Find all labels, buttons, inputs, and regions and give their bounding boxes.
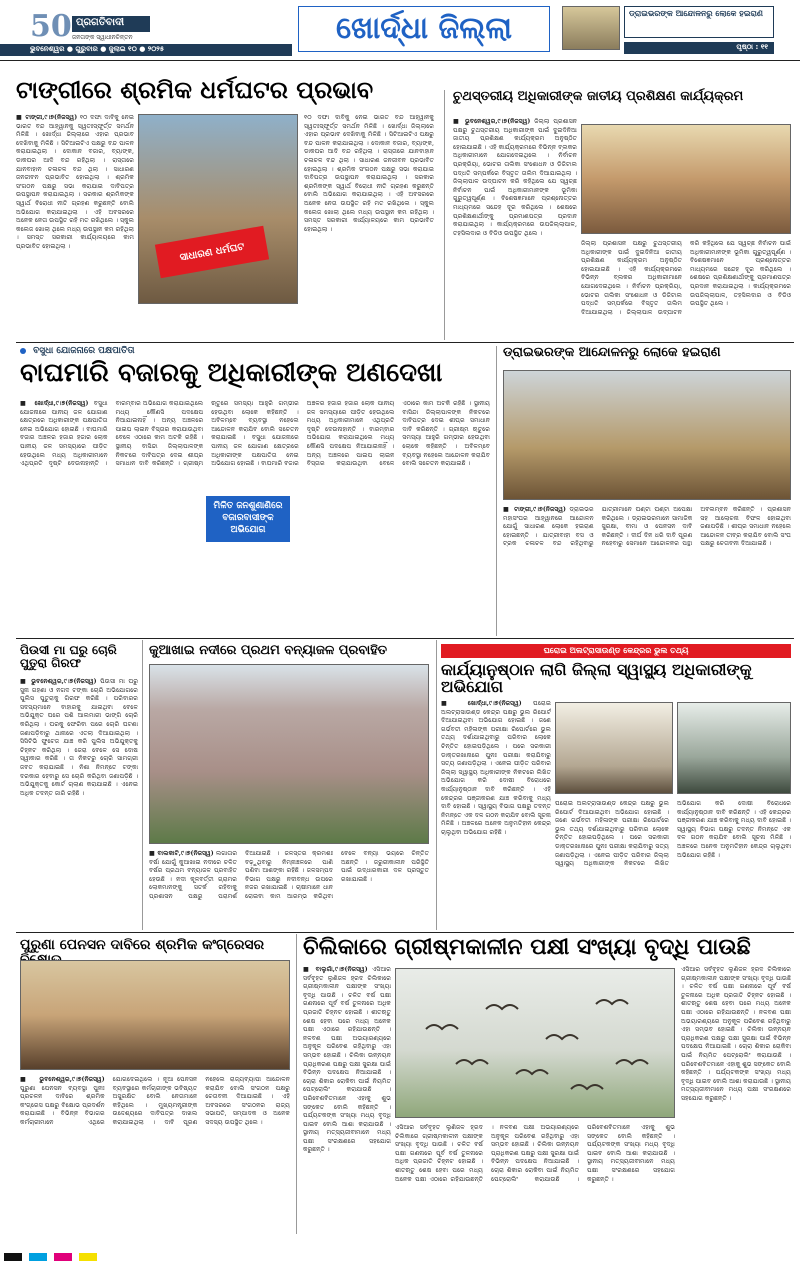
story-body-continued <box>581 240 791 334</box>
dateline: ■ ଭୁବନେଶ୍ୱର,୯।୭(ନିଜସ୍ୱ) <box>453 118 531 125</box>
story-body <box>441 700 551 926</box>
headline: ପିଉସୀ ମା ଘରୁ ଚୋରି ପୁତୁରା ଗିରଫ <box>20 643 117 670</box>
story-body-continued <box>555 800 791 926</box>
body-text: ଡ୍ରାଇଭର ମହାସଂଘର ଆହ୍ୱାନରେ ଆନ୍ଦୋଳନ ଯୋଗୁଁ ସାଧାରଣ ଲୋକେ ହଇରାଣ ହୋଇଛନ୍ତି । ଯାତ୍ରୀବାହୀ ବସ ଓ ଟ୍ରକ ଚଳାଚଳ ବନ୍ଦ ରହିଥିବାରୁ ଯାତ୍ରୀମାନେ ଘଣ୍ଟା ଘଣ୍ଟା ଅପେକ୍ଷା କରିଥିଲେ । ଡ୍ରାଇଭରମାନେ ସାମାଜିକ ସୁରକ୍ଷା, ବୀମା ଓ ପେନସନ ଦାବି କରିଛନ୍ତି । ଦୀର୍ଘ ଦିନ ଧରି ଦାବି ପୂରଣ ନହେବାରୁ ସେମାନେ ଆନ୍ଦୋଳନର ପନ୍ଥା ଅବଲମ୍ବନ କରିଛନ୍ତି । ପ୍ରଶାସନ ସହ ଆଲୋଚନା ବିଫଳ ହୋଇଥିବା ଜଣାପଡ଼ିଛି । ଶୀଘ୍ର ସମାଧାନ ନହେଲେ ଆନ୍ଦୋଳନ ତୀବ୍ର କରାଯିବ ବୋଲି ସଂଘ ପକ୍ଷରୁ ଚେତାବନୀ ଦିଆଯାଇଛି । <box>503 506 791 548</box>
story-kuakhai-flood <box>142 640 432 930</box>
paper-name-badge <box>72 16 150 32</box>
section-title: ଖୋର୍ଦ୍ଧା ଜିଲ୍ଲା <box>335 11 512 46</box>
story-body <box>20 678 138 928</box>
story-body <box>149 850 429 926</box>
body-text-continued: ବସୁଧା ଯୋଜନାରେ ପାନୀୟ ଜଳ ଯୋଗାଣ କ୍ଷେତ୍ରରେ ଅଧିକାରୀଙ୍କ ପକ୍ଷପାତିତା ନେଇ ଅଭିଯୋଗ ହୋଇଛି । ବାଘମାରି ବଜାର ଅଞ୍ଚଳର ହଜାର ହଜାର ଲୋକ ପାନୀୟ ଜଳ ସମସ୍ୟାରେ ପୀଡ଼ିତ ହେଉଥିଲେ ମଧ୍ୟ ଅଧିକାରୀମାନେ ଏଥିପ୍ରତି ଦୃଷ୍ଟି ଦେଉନାହାନ୍ତି । ବାରମ୍ବାର ଅଭିଯୋଗ କରାଯାଇଥିଲେ ମଧ୍ୟ କୌଣସି ପଦକ୍ଷେପ ନିଆଯାଇନାହିଁ । ଅନ୍ୟ ଅଞ୍ଚଳରେ ପାଇପ ଲାଇନ ବିସ୍ତାର କରାଯାଉଥିବା ବେଳେ ଏଠାରେ କାମ ଅଟକି ରହିଛି । ସ୍ଥାନୀୟ ବାସିନ୍ଦା ଜିଲ୍ଲାପାଳଙ୍କ ନିକଟରେ ଦାବିପତ୍ର ଦେଇ ଶୀଘ୍ର ସମାଧାନ ଦାବି କରିଛନ୍ତି । ଗ୍ରୀଷ୍ମ ଋତୁରେ ସମସ୍ୟା ଆହୁରି ଗମ୍ଭୀର ହେଉଥିବା ଲୋକେ କହିଛନ୍ତି । ଅବିଳମ୍ବେ ବ୍ୟବସ୍ଥା ନହେଲେ ଆନ୍ଦୋଳନ କରାଯିବ ବୋଲି ସଚେତନ କରାଯାଇଛି । <box>211 400 490 468</box>
kicker-bar <box>441 644 791 658</box>
masthead-rule <box>0 60 800 61</box>
driver-protest-photo <box>503 370 791 500</box>
body-text-right: ଏସିଆର ସର୍ବବୃହତ ଲୁଣିଜଳ ହ୍ରଦ ଚିଲିକାରେ ଗ୍ରୀଷ୍ମକାଳୀନ ପକ୍ଷୀଙ୍କ ସଂଖ୍ୟା ବୃଦ୍ଧି ପାଉଛି । ଚଳିତ ବର୍ଷ ପକ୍ଷୀ ଗଣନାରେ ପୂର୍ବ ବର୍ଷ ତୁଳନାରେ ଅଧିକ ପ୍ରଜାତି ଚିହ୍ନଟ ହୋଇଛି । ଶୀତଋତୁ ଶେଷ ହେବା ପରେ ମଧ୍ୟ ଅନେକ ପକ୍ଷୀ ଏଠାରେ ରହିଯାଉଛନ୍ତି । ନଳବଣ ପକ୍ଷୀ ଅଭୟାରଣ୍ୟରେ ଅନୁକୂଳ ପରିବେଶ ରହିଥିବାରୁ ଏହା ସମ୍ଭବ ହୋଇଛି । ଚିଲିକା ଉନ୍ନୟନ ପ୍ରାଧିକରଣ ପକ୍ଷରୁ ପକ୍ଷୀ ସୁରକ୍ଷା ପାଇଁ ବିଭିନ୍ନ ପଦକ୍ଷେପ ନିଆଯାଇଛି । ଚୋରା ଶିକାର ରୋକିବା ପାଇଁ ନିୟମିତ ପେଟ୍ରୋଲିଂ କରାଯାଉଛି । ପରିବେଶବିତମାନେ ଏହାକୁ ଶୁଭ ସଙ୍କେତ ବୋଲି କହିଛନ୍ତି । ପର୍ଯ୍ୟଟକଙ୍କ ସଂଖ୍ୟା ମଧ୍ୟ ବୃଦ୍ଧି ପାଇବ ବୋଲି ଆଶା କରାଯାଉଛି । ସ୍ଥାନୀୟ ମତ୍ସ୍ୟଜୀବୀମାନେ ମଧ୍ୟ ପକ୍ଷୀ ସଂରକ୍ଷଣରେ ସହଯୋଗ କରୁଛନ୍ତି । <box>681 966 791 1102</box>
story-driver-agitation <box>496 346 794 636</box>
pension-protest-photo <box>20 960 290 1070</box>
paper-tagline: ଜନତାଙ୍କ ସ୍ୱାଧୀନଚିନ୍ତନ <box>72 34 133 41</box>
story-body <box>303 966 391 1230</box>
dateline: ■ ଖୋର୍ଦ୍ଧା,୯।୭(ନିଜସ୍ୱ) <box>441 700 522 707</box>
paper-name: ପ୍ରଗତିବାଦୀ <box>76 17 125 28</box>
body-text: ଜିଲ୍ଲା ପ୍ରଶାସନ ପକ୍ଷରୁ ଚୁଥସ୍ତରୀୟ ଅଧିକାରୀଙ୍କ ପାଇଁ ଦୁଇଦିନିଆ ଜାତୀୟ ପ୍ରଶିକ୍ଷଣ କାର୍ଯ୍ୟକ୍ରମ ଅନୁଷ୍ଠିତ ହୋଇଯାଇଛି । ଏହି କାର୍ଯ୍ୟକ୍ରମରେ ବିଭିନ୍ନ ବ୍ଲକର ଅଧିକାରୀମାନେ ଯୋଗଦେଇଥିଲେ । ନିର୍ବାଚନ ପ୍ରକ୍ରିୟା, ଭୋଟର ତାଲିକା ସଂଶୋଧନ ଓ ଡିଜିଟାଲ ପଦ୍ଧତି ସମ୍ପର୍କରେ ବିସ୍ତୃତ ତାଲିମ ଦିଆଯାଇଥିଲା । ଜିଲ୍ଲାପାଳ ଉଦ୍‌ଘାଟନ କରି କହିଥିଲେ ଯେ ସ୍ୱଚ୍ଛ ନିର୍ବାଚନ ପାଇଁ ଅଧିକାରୀମାନଙ୍କ ଭୂମିକା ଗୁରୁତ୍ୱପୂର୍ଣ୍ଣ । ବିଶେଷଜ୍ଞମାନେ ପ୍ରଶ୍ନୋତ୍ତର ମାଧ୍ୟମରେ ସନ୍ଦେହ ଦୂର କରିଥିଲେ । ଶେଷରେ ପ୍ରଶିକ୍ଷଣାର୍ଥୀଙ୍କୁ ପ୍ରମାଣପତ୍ର ପ୍ରଦାନ କରାଯାଇଥିଲା । କାର୍ଯ୍ୟକ୍ରମରେ ଉପଜିଲ୍ଲାପାଳ, ତହସିଲଦାର ଓ ବିଡିଓ ଉପସ୍ଥିତ ଥିଲେ । <box>453 118 577 237</box>
print-registration-marks <box>4 1246 796 1256</box>
strike-banner-text: ସାଧାରଣ ଧର୍ମଘଟ <box>178 241 246 264</box>
river-flood-photo <box>149 664 429 844</box>
kicker <box>20 346 320 356</box>
section-rule-3 <box>16 932 794 933</box>
body-text: ୧୦ ଦଫା ଦାବିକୁ ନେଇ ଭାରତ ବନ୍ଦ ଆହ୍ୱାନକୁ ସ୍ୱତଃସ୍ଫୂର୍ତ୍ତ ସମର୍ଥନ ମିଳିଛି । ଖୋର୍ଦ୍ଧା ଜିଲ୍ଲାରେ ଏହାର ପ୍ରଭାବ ଦେଖିବାକୁ ମିଳିଛି । ସିଟିଆଇଟିଏ ପକ୍ଷରୁ ବନ୍ଦ ପାଳନ କରାଯାଇଥିଲା । ଦୋକାନ ବଜାର, ବ୍ୟାଙ୍କ, ଡାକଘର ଆଦି ବନ୍ଦ ରହିଥିଲା । ରାସ୍ତାରେ ଯାନବାହାନ ଚଳାଚଳ ବନ୍ଦ ଥିଲା । ସାଧାରଣ ଜନଜୀବନ ପ୍ରଭାବିତ ହୋଇଥିଲା । ଶ୍ରମିକ ସଂଗଠନ ପକ୍ଷରୁ ସଭା କରାଯାଇ ଦାବିପତ୍ର ଉପସ୍ଥାପନ କରାଯାଇଥିଲା । ସରକାର ଶ୍ରମିକଙ୍କ ସ୍ୱାର୍ଥ ବିରୋଧୀ ନୀତି ଗ୍ରହଣ କରୁଛନ୍ତି ବୋଲି ଅଭିଯୋଗ କରାଯାଇଥିଲା । ଏହି ଅବସରରେ ଅନେକ ନେତା ଉପସ୍ଥିତ ରହି ମତ ରଖିଥିଲେ । ସ୍କୁଲ କଲେଜ ଖୋଲା ଥିଲେ ମଧ୍ୟ ଉପସ୍ଥାନ କମ ରହିଥିଲା । ସମସ୍ତ ସରକାରୀ କାର୍ଯ୍ୟାଳୟରେ କାମ ପ୍ରଭାବିତ ହୋଇଥିଲା । <box>16 114 134 250</box>
headline: ଚିଲିକାରେ ଗ୍ରୀଷ୍ମକାଳୀନ ପକ୍ଷୀ ସଂଖ୍ୟା ବୃଦ୍ଧି ପାଉଛି <box>303 935 751 960</box>
masthead <box>0 0 800 60</box>
dateline: ■ ଖୋର୍ଦ୍ଧା,୯।୭(ନିଜସ୍ୱ) <box>20 400 89 407</box>
teaser-text: ଡ୍ରାଇଭରଙ୍କ ଆନ୍ଦୋଳନରୁ ଲୋକେ ହଇରାଣ <box>629 9 763 18</box>
kicker-bullet-icon <box>20 348 26 354</box>
dateline: ■ ଭୁବନେଶ୍ୱର,୯।୭(ନିଜସ୍ୱ) <box>20 1076 105 1083</box>
body-text: ବସୁଧା ଯୋଜନାରେ ପାନୀୟ ଜଳ ଯୋଗାଣ କ୍ଷେତ୍ରରେ ଅଧିକାରୀଙ୍କ ପକ୍ଷପାତିତା ନେଇ ଅଭିଯୋଗ ହୋଇଛି । ବାଘମାରି ବଜାର ଅଞ୍ଚଳର ହଜାର ହଜାର ଲୋକ ପାନୀୟ ଜଳ ସମସ୍ୟାରେ ପୀଡ଼ିତ ହେଉଥିଲେ ମଧ୍ୟ ଅଧିକାରୀମାନେ ଏଥିପ୍ରତି ଦୃଷ୍ଟି ଦେଉନାହାନ୍ତି । ବାରମ୍ବାର ଅଭିଯୋଗ କରାଯାଇଥିଲେ ମଧ୍ୟ କୌଣସି ପଦକ୍ଷେପ ନିଆଯାଇନାହିଁ । ଅନ୍ୟ ଅଞ୍ଚଳରେ ପାଇପ ଲାଇନ ବିସ୍ତାର କରାଯାଉଥିବା ବେଳେ ଏଠାରେ କାମ ଅଟକି ରହିଛି । ସ୍ଥାନୀୟ ବାସିନ୍ଦା ଜିଲ୍ଲାପାଳଙ୍କ ନିକଟରେ ଦାବିପତ୍ର ଦେଇ ଶୀଘ୍ର ସମାଧାନ ଦାବି କରିଛନ୍ତି । ଗ୍ରୀଷ୍ମ ଋତୁରେ ସମସ୍ୟା ଆହୁରି ଗମ୍ଭୀର ହେଉଥିବା ଲୋକେ କହିଛନ୍ତି । ଅବିଳମ୍ବେ ବ୍ୟବସ୍ଥା ନହେଲେ ଆନ୍ଦୋଳନ କରାଯିବ ବୋଲି ସଚେତନ କରାଯାଇଛି । <box>20 400 299 468</box>
headline: ବାଘମାରି ବଜାରକୁ ଅଧିକାରୀଙ୍କ ଅଣଦେଖା <box>20 358 443 388</box>
masthead-dateline: ଭୁବନେଶ୍ୱର ● ଗୁରୁବାର ● ଜୁଲାଇ ୧୦ ● ୨୦୨୫ <box>30 45 165 53</box>
body-text-continued: ୧୦ ଦଫା ଦାବିକୁ ନେଇ ଭାରତ ବନ୍ଦ ଆହ୍ୱାନକୁ ସ୍ୱତଃସ୍ଫୂର୍ତ୍ତ ସମର୍ଥନ ମିଳିଛି । ଖୋର୍ଦ୍ଧା ଜିଲ୍ଲାରେ ଏହାର ପ୍ରଭାବ ଦେଖିବାକୁ ମିଳିଛି । ସିଟିଆଇଟିଏ ପକ୍ଷରୁ ବନ୍ଦ ପାଳନ କରାଯାଇଥିଲା । ଦୋକାନ ବଜାର, ବ୍ୟାଙ୍କ, ଡାକଘର ଆଦି ବନ୍ଦ ରହିଥିଲା । ରାସ୍ତାରେ ଯାନବାହାନ ଚଳାଚଳ ବନ୍ଦ ଥିଲା । ସାଧାରଣ ଜନଜୀବନ ପ୍ରଭାବିତ ହୋଇଥିଲା । ଶ୍ରମିକ ସଂଗଠନ ପକ୍ଷରୁ ସଭା କରାଯାଇ ଦାବିପତ୍ର ଉପସ୍ଥାପନ କରାଯାଇଥିଲା । ସରକାର ଶ୍ରମିକଙ୍କ ସ୍ୱାର୍ଥ ବିରୋଧୀ ନୀତି ଗ୍ରହଣ କରୁଛନ୍ତି ବୋଲି ଅଭିଯୋଗ କରାଯାଇଥିଲା । ଏହି ଅବସରରେ ଅନେକ ନେତା ଉପସ୍ଥିତ ରହି ମତ ରଖିଥିଲେ । ସ୍କୁଲ କଲେଜ ଖୋଲା ଥିଲେ ମଧ୍ୟ ଉପସ୍ଥାନ କମ ରହିଥିଲା । ସମସ୍ତ ସରକାରୀ କାର୍ଯ୍ୟାଳୟରେ କାମ ପ୍ରଭାବିତ ହୋଇଥିଲା । <box>304 114 434 233</box>
page-label-bar <box>624 42 774 54</box>
dateline: ■ ବାଲକାଟି,୯।୭(ନିଜସ୍ୱ) <box>149 850 214 857</box>
teaser-photo <box>562 6 620 50</box>
story-ultrasound-complaint <box>436 640 794 930</box>
masthead-dateline-bar <box>0 44 292 56</box>
story-body-continued <box>304 114 434 334</box>
headline: ଟାଙ୍ଗୀରେ ଶ୍ରମିକ ଧର୍ମଘଟର ପ୍ରଭାବ <box>16 76 374 104</box>
story-body <box>20 1076 290 1228</box>
training-photo <box>581 124 791 234</box>
strike-banner <box>155 226 269 279</box>
dateline: ■ ଟାଙ୍ଗୀ,୯।୭(ନିଜସ୍ୱ) <box>503 506 566 513</box>
strike-photo <box>138 114 298 304</box>
story-tangi-strike <box>0 78 440 338</box>
body-text-continued: ଏସିଆର ସର୍ବବୃହତ ଲୁଣିଜଳ ହ୍ରଦ ଚିଲିକାରେ ଗ୍ରୀଷ୍ମକାଳୀନ ପକ୍ଷୀଙ୍କ ସଂଖ୍ୟା ବୃଦ୍ଧି ପାଉଛି । ଚଳିତ ବର୍ଷ ପକ୍ଷୀ ଗଣନାରେ ପୂର୍ବ ବର୍ଷ ତୁଳନାରେ ଅଧିକ ପ୍ରଜାତି ଚିହ୍ନଟ ହୋଇଛି । ଶୀତଋତୁ ଶେଷ ହେବା ପରେ ମଧ୍ୟ ଅନେକ ପକ୍ଷୀ ଏଠାରେ ରହିଯାଉଛନ୍ତି । ନଳବଣ ପକ୍ଷୀ ଅଭୟାରଣ୍ୟରେ ଅନୁକୂଳ ପରିବେଶ ରହିଥିବାରୁ ଏହା ସମ୍ଭବ ହୋଇଛି । ଚିଲିକା ଉନ୍ନୟନ ପ୍ରାଧିକରଣ ପକ୍ଷରୁ ପକ୍ଷୀ ସୁରକ୍ଷା ପାଇଁ ବିଭିନ୍ନ ପଦକ୍ଷେପ ନିଆଯାଇଛି । ଚୋରା ଶିକାର ରୋକିବା ପାଇଁ ନିୟମିତ ପେଟ୍ରୋଲିଂ କରାଯାଉଛି । ପରିବେଶବିତମାନେ ଏହାକୁ ଶୁଭ ସଙ୍କେତ ବୋଲି କହିଛନ୍ତି । ପର୍ଯ୍ୟଟକଙ୍କ ସଂଖ୍ୟା ମଧ୍ୟ ବୃଦ୍ଧି ପାଇବ ବୋଲି ଆଶା କରାଯାଉଛି । ସ୍ଥାନୀୟ ମତ୍ସ୍ୟଜୀବୀମାନେ ମଧ୍ୟ ପକ୍ଷୀ ସଂରକ୍ଷଣରେ ସହଯୋଗ କରୁଛନ୍ତି । <box>395 1124 675 1183</box>
dateline: ■ ଟାଙ୍ଗୀ,୯।୭(ନିଜସ୍ୱ) <box>16 114 78 121</box>
callout-box <box>206 496 290 542</box>
bird-flock-icon <box>396 969 675 1118</box>
section-title-box <box>298 6 550 52</box>
birds-photo <box>395 968 675 1118</box>
story-chilika-birds <box>296 934 794 1234</box>
story-body-right <box>681 966 791 1230</box>
kicker-text: ବସୁଧା ଯୋଜନାରେ ପକ୍ଷପାତିତା <box>33 346 135 356</box>
anniversary-number: 50 <box>30 9 72 44</box>
health-officer-photo <box>555 702 673 794</box>
section-rule-1 <box>16 342 794 343</box>
dateline: ■ ବାଲୁଗାଁ,୯।୭(ନିଜସ୍ୱ) <box>303 966 368 973</box>
headline: ଚୁଥସ୍ତରୀୟ ଅଧିକାରୀଙ୍କ ଜାତୀୟ ପ୍ରଶିକ୍ଷଣ କାର୍ଯ୍ୟକ୍ରମ <box>453 89 744 104</box>
headline: କାର୍ଯ୍ୟାନୁଷ୍ଠାନ ଲାଗି ଜିଲ୍ଲା ସ୍ୱାସ୍ଥ୍ୟ ଅଧିକାରୀଙ୍କୁ ଅଭିଯୋଗ <box>441 660 752 696</box>
page-label: ପୃଷ୍ଠା : ୧୧ <box>736 43 768 51</box>
story-theft-arrest <box>0 640 140 930</box>
story-body-continued <box>395 1124 675 1230</box>
story-pension-protest <box>0 934 292 1234</box>
body-text: ଏସିଆର ସର୍ବବୃହତ ଲୁଣିଜଳ ହ୍ରଦ ଚିଲିକାରେ ଗ୍ରୀଷ୍ମକାଳୀନ ପକ୍ଷୀଙ୍କ ସଂଖ୍ୟା ବୃଦ୍ଧି ପାଉଛି । ଚଳିତ ବର୍ଷ ପକ୍ଷୀ ଗଣନାରେ ପୂର୍ବ ବର୍ଷ ତୁଳନାରେ ଅଧିକ ପ୍ରଜାତି ଚିହ୍ନଟ ହୋଇଛି । ଶୀତଋତୁ ଶେଷ ହେବା ପରେ ମଧ୍ୟ ଅନେକ ପକ୍ଷୀ ଏଠାରେ ରହିଯାଉଛନ୍ତି । ନଳବଣ ପକ୍ଷୀ ଅଭୟାରଣ୍ୟରେ ଅନୁକୂଳ ପରିବେଶ ରହିଥିବାରୁ ଏହା ସମ୍ଭବ ହୋଇଛି । ଚିଲିକା ଉନ୍ନୟନ ପ୍ରାଧିକରଣ ପକ୍ଷରୁ ପକ୍ଷୀ ସୁରକ୍ଷା ପାଇଁ ବିଭିନ୍ନ ପଦକ୍ଷେପ ନିଆଯାଇଛି । ଚୋରା ଶିକାର ରୋକିବା ପାଇଁ ନିୟମିତ ପେଟ୍ରୋଲିଂ କରାଯାଉଛି । ପରିବେଶବିତମାନେ ଏହାକୁ ଶୁଭ ସଙ୍କେତ ବୋଲି କହିଛନ୍ତି । ପର୍ଯ୍ୟଟକଙ୍କ ସଂଖ୍ୟା ମଧ୍ୟ ବୃଦ୍ଧି ପାଇବ ବୋଲି ଆଶା କରାଯାଉଛି । ସ୍ଥାନୀୟ ମତ୍ସ୍ୟଜୀବୀମାନେ ମଧ୍ୟ ପକ୍ଷୀ ସଂରକ୍ଷଣରେ ସହଯୋଗ କରୁଛନ୍ତି । <box>303 966 391 1154</box>
body-text: ପିଉସୀ ମା ଘରୁ ସୁନା ଗହଣା ଓ ନଗଦ ଟଙ୍କା ଚୋରି ଅଭିଯୋଗରେ ପୁଲିସ ପୁତୁରାକୁ ଗିରଫ କରିଛି । ପରିବାରର ସଦସ୍ୟମାନେ ବାହାରକୁ ଯାଇଥିବା ବେଳେ ଅଭିଯୁକ୍ତ ଘରେ ପଶି ଆଲମାରୀ ଭାଙ୍ଗି ଚୋରି କରିଥିଲା । ଘରକୁ ଫେରିବା ପରେ ଚୋରି ଘଟଣା ଜଣାପଡ଼ିବାରୁ ଥାନାରେ ଏତଲା ଦିଆଯାଇଥିଲା । ସିସିଟିଭି ଫୁଟେଜ ଯାଞ୍ଚ କରି ପୁଲିସ ଅଭିଯୁକ୍ତକୁ ଚିହ୍ନଟ କରିଥିଲା । ଜେରା ବେଳେ ସେ ଦୋଷ ସ୍ୱୀକାର କରିଛି । ତା ନିକଟରୁ ଚୋରି ସାମଗ୍ରୀ ଜବତ କରାଯାଇଛି । ନିଶା ନିମନ୍ତେ ଟଙ୍କା ଦରକାର ହେବାରୁ ସେ ଚୋରି କରିଥିବା ଜଣାପଡ଼ିଛି । ଅଭିଯୁକ୍ତକୁ କୋର୍ଟ ଚାଲାଣ କରାଯାଇଛି । ଏନେଇ ଅଧିକ ତଦନ୍ତ ଜାରି ରହିଛି । <box>20 678 138 797</box>
body-text-continued: ଜିଲ୍ଲା ପ୍ରଶାସନ ପକ୍ଷରୁ ଚୁଥସ୍ତରୀୟ ଅଧିକାରୀଙ୍କ ପାଇଁ ଦୁଇଦିନିଆ ଜାତୀୟ ପ୍ରଶିକ୍ଷଣ କାର୍ଯ୍ୟକ୍ରମ ଅନୁଷ୍ଠିତ ହୋଇଯାଇଛି । ଏହି କାର୍ଯ୍ୟକ୍ରମରେ ବିଭିନ୍ନ ବ୍ଲକର ଅଧିକାରୀମାନେ ଯୋଗଦେଇଥିଲେ । ନିର୍ବାଚନ ପ୍ରକ୍ରିୟା, ଭୋଟର ତାଲିକା ସଂଶୋଧନ ଓ ଡିଜିଟାଲ ପଦ୍ଧତି ସମ୍ପର୍କରେ ବିସ୍ତୃତ ତାଲିମ ଦିଆଯାଇଥିଲା । ଜିଲ୍ଲାପାଳ ଉଦ୍‌ଘାଟନ କରି କହିଥିଲେ ଯେ ସ୍ୱଚ୍ଛ ନିର୍ବାଚନ ପାଇଁ ଅଧିକାରୀମାନଙ୍କ ଭୂମିକା ଗୁରୁତ୍ୱପୂର୍ଣ୍ଣ । ବିଶେଷଜ୍ଞମାନେ ପ୍ରଶ୍ନୋତ୍ତର ମାଧ୍ୟମରେ ସନ୍ଦେହ ଦୂର କରିଥିଲେ । ଶେଷରେ ପ୍ରଶିକ୍ଷଣାର୍ଥୀଙ୍କୁ ପ୍ରମାଣପତ୍ର ପ୍ରଦାନ କରାଯାଇଥିଲା । କାର୍ଯ୍ୟକ୍ରମରେ ଉପଜିଲ୍ଲାପାଳ, ତହସିଲଦାର ଓ ବିଡିଓ ଉପସ୍ଥିତ ଥିଲେ । <box>581 240 791 316</box>
story-body <box>16 114 134 334</box>
headline: କୁଆଖାଇ ନଦୀରେ ପ୍ରଥମ ବନ୍ୟାଜଳ ପ୍ରବାହିତ <box>149 643 388 658</box>
story-baghamari-market <box>0 346 492 636</box>
section-rule-2 <box>16 638 794 639</box>
teaser-box <box>624 6 774 38</box>
headline: ଡ୍ରାଇଭରଙ୍କ ଆନ୍ଦୋଳନରୁ ଲୋକେ ହଇରାଣ <box>503 345 721 360</box>
body-text-continued: ଘରୋଇ ଅଲଟ୍ରାସାଉଣ୍ଡ କେନ୍ଦ୍ର ପକ୍ଷରୁ ଭୁଲ ରିପୋର୍ଟ ଦିଆଯାଇଥିବା ଅଭିଯୋଗ ହୋଇଛି । ଜଣେ ଗର୍ଭବତୀ ମହିଳାଙ୍କ ପରୀକ୍ଷା ରିପୋର୍ଟରେ ଭୁଲ ତଥ୍ୟ ଦର୍ଶାଯାଇଥିବାରୁ ପରିବାର ଲୋକେ ଚିନ୍ତିତ ହୋଇପଡ଼ିଥିଲେ । ପରେ ସରକାରୀ ଡାକ୍ତରଖାନାରେ ପୁନଃ ପରୀକ୍ଷା କରାଯିବାରୁ ସତ୍ୟ ଜଣାପଡ଼ିଥିଲା । ଏନେଇ ପୀଡ଼ିତ ପରିବାର ଜିଲ୍ଲା ସ୍ୱାସ୍ଥ୍ୟ ଅଧିକାରୀଙ୍କ ନିକଟରେ ଲିଖିତ ଅଭିଯୋଗ କରି ଦୋଷୀ ବିରୋଧରେ କାର୍ଯ୍ୟାନୁଷ୍ଠାନ ଦାବି କରିଛନ୍ତି । ଏହି କେନ୍ଦ୍ରର ପଞ୍ଜୀକରଣ ଯାଞ୍ଚ କରିବାକୁ ମଧ୍ୟ ଦାବି ହୋଇଛି । ସ୍ୱାସ୍ଥ୍ୟ ବିଭାଗ ପକ୍ଷରୁ ତଦନ୍ତ ନିମନ୍ତେ ଏକ ଦଳ ଗଠନ କରାଯିବ ବୋଲି ସୂଚନା ମିଳିଛି । ଅଞ୍ଚଳରେ ଅନେକ ଅନୁମତିହୀନ କେନ୍ଦ୍ର ଚାଲୁଥିବା ଅଭିଯୋଗ ରହିଛି । <box>555 800 791 868</box>
story-training-program <box>444 90 794 340</box>
body-text: ପୁରୁଣା ପେନସନ ବ୍ୟବସ୍ଥା ପୁନଃ ପ୍ରଚଳନ ଦାବିରେ ଶ୍ରମିକ କଂଗ୍ରେସ ପକ୍ଷରୁ ବିକ୍ଷୋଭ ପ୍ରଦର୍ଶନ କରାଯାଇଛି । ବିଭିନ୍ନ ବିଭାଗର କର୍ମଚାରୀମାନେ ଏଥିରେ ଯୋଗଦେଇଥିଲେ । ନୂଆ ପେନସନ ବ୍ୟବସ୍ଥାରେ କର୍ମଚାରୀଙ୍କ ଭବିଷ୍ୟତ ଅସୁରକ୍ଷିତ ବୋଲି ନେତାମାନେ କହିଥିଲେ । ମୁଖ୍ୟମନ୍ତ୍ରୀଙ୍କ ଉଦ୍ଦେଶ୍ୟରେ ଦାବିପତ୍ର ଦାଖଲ କରାଯାଇଥିଲା । ଦାବି ପୂରଣ ନହେଲେ ରାଜ୍ୟବ୍ୟାପୀ ଆନ୍ଦୋଳନ କରାଯିବ ବୋଲି ସଂଗଠନ ପକ୍ଷରୁ ଚେତାବନୀ ଦିଆଯାଇଛି । ଏହି ଅବସରରେ ସଂଗଠନର ରାଜ୍ୟ ସଭାପତି, ସମ୍ପାଦକ ଓ ଅନେକ ସଦସ୍ୟ ଉପସ୍ଥିତ ଥିଲେ । <box>20 1076 290 1126</box>
body-text: ଲଗାତାର ବର୍ଷା ଯୋଗୁଁ କୁଆଖାଇ ନଦୀରେ ଚଳିତ ବର୍ଷର ପ୍ରଥମ ବନ୍ୟାଜଳ ପ୍ରବାହିତ ହେଉଛି । ନଦୀ କୂଳବର୍ତ୍ତୀ ଗ୍ରାମର ଲୋକମାନଙ୍କୁ ସତର୍କ ରହିବାକୁ ପ୍ରଶାସନ ପକ୍ଷରୁ ପରାମର୍ଶ ଦିଆଯାଇଛି । ଜଳସ୍ତର କ୍ରମଶଃ ବଢ଼ୁଥିବାରୁ ନିମ୍ନାଞ୍ଚଳରେ ପାଣି ପଶିବା ଆଶଙ୍କା ରହିଛି । ଜଳସମ୍ପଦ ବିଭାଗ ପକ୍ଷରୁ ନଦୀବନ୍ଧ ଉପରେ ନଜର ରଖାଯାଇଛି । ଚାଷୀମାନେ ଧାନ ରୋଇବା କାମ ଆରମ୍ଭ କରିଥିବା ବେଳେ ବନ୍ୟା ଭୟରେ ଚିନ୍ତିତ ଅଛନ୍ତି । ଜରୁରୀକାଳୀନ ପରିସ୍ଥିତି ପାଇଁ ଉଦ୍ଧାରକାରୀ ଦଳ ପ୍ରସ୍ତୁତ ରଖାଯାଇଛି । <box>149 850 429 900</box>
callout-text: ମିଳିତ ଜନଶୁଣାଣିରେ ବଜାରବାସୀଙ୍କ ଅଭିଯୋଗ <box>213 501 283 535</box>
story-body <box>503 506 791 632</box>
dateline: ■ ଭୁବନେଶ୍ୱର,୯।୭(ନିଜସ୍ୱ) <box>20 678 97 685</box>
body-text: ଘରୋଇ ଅଲଟ୍ରାସାଉଣ୍ଡ କେନ୍ଦ୍ର ପକ୍ଷରୁ ଭୁଲ ରିପୋର୍ଟ ଦିଆଯାଇଥିବା ଅଭିଯୋଗ ହୋଇଛି । ଜଣେ ଗର୍ଭବତୀ ମହିଳାଙ୍କ ପରୀକ୍ଷା ରିପୋର୍ଟରେ ଭୁଲ ତଥ୍ୟ ଦର୍ଶାଯାଇଥିବାରୁ ପରିବାର ଲୋକେ ଚିନ୍ତିତ ହୋଇପଡ଼ିଥିଲେ । ପରେ ସରକାରୀ ଡାକ୍ତରଖାନାରେ ପୁନଃ ପରୀକ୍ଷା କରାଯିବାରୁ ସତ୍ୟ ଜଣାପଡ଼ିଥିଲା । ଏନେଇ ପୀଡ଼ିତ ପରିବାର ଜିଲ୍ଲା ସ୍ୱାସ୍ଥ୍ୟ ଅଧିକାରୀଙ୍କ ନିକଟରେ ଲିଖିତ ଅଭିଯୋଗ କରି ଦୋଷୀ ବିରୋଧରେ କାର୍ଯ୍ୟାନୁଷ୍ଠାନ ଦାବି କରିଛନ୍ତି । ଏହି କେନ୍ଦ୍ରର ପଞ୍ଜୀକରଣ ଯାଞ୍ଚ କରିବାକୁ ମଧ୍ୟ ଦାବି ହୋଇଛି । ସ୍ୱାସ୍ଥ୍ୟ ବିଭାଗ ପକ୍ଷରୁ ତଦନ୍ତ ନିମନ୍ତେ ଏକ ଦଳ ଗଠନ କରାଯିବ ବୋଲି ସୂଚନା ମିଳିଛି । ଅଞ୍ଚଳରେ ଅନେକ ଅନୁମତିହୀନ କେନ୍ଦ୍ର ଚାଲୁଥିବା ଅଭିଯୋଗ ରହିଛି । <box>441 700 551 836</box>
story-body <box>453 118 577 298</box>
kicker-text: ଘରୋଇ ଅଲଟ୍ରାସାଉଣ୍ଡ କେନ୍ଦ୍ରର ଭୁଲ ତଥ୍ୟ <box>543 646 689 655</box>
headline: ପୁରୁଣା ପେନସନ ଦାବିରେ ଶ୍ରମିକ କଂଗ୍ରେସର <box>20 937 265 953</box>
complainant-photo <box>677 702 791 794</box>
anniversary-logo <box>30 9 72 44</box>
